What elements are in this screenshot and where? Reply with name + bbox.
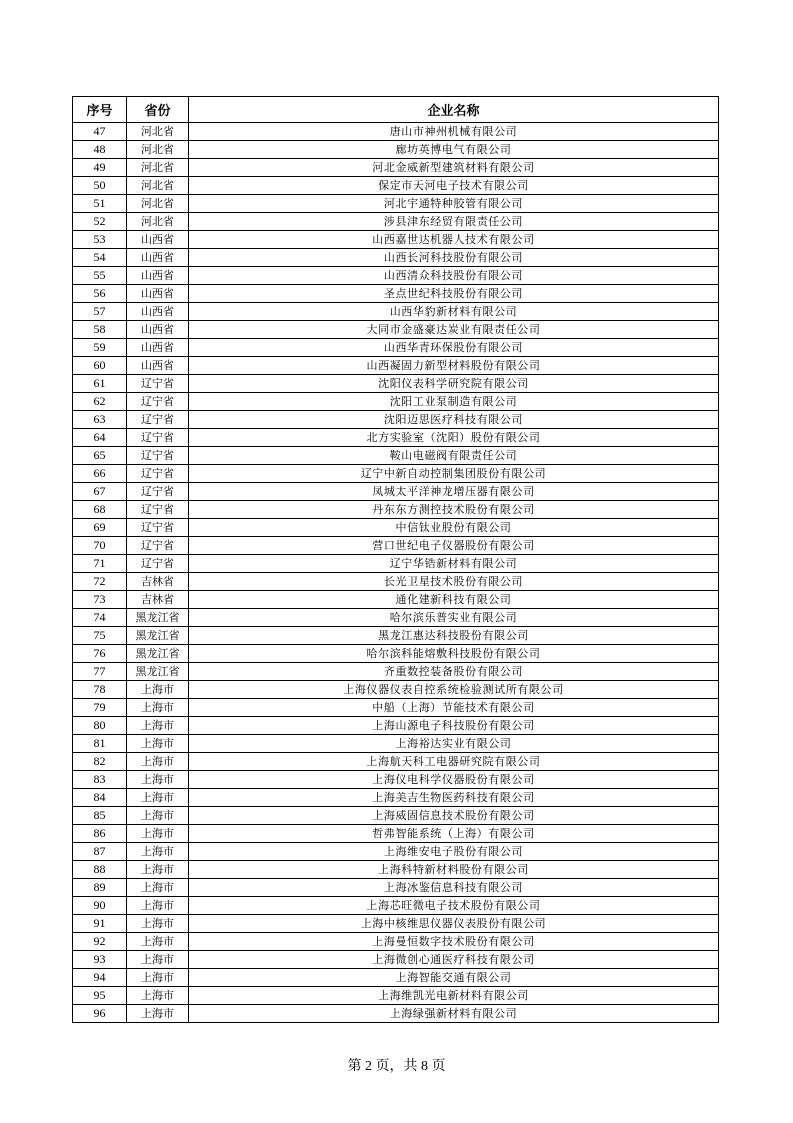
province-cell: 上海市 [127, 1005, 189, 1023]
province-cell: 辽宁省 [127, 429, 189, 447]
company-name-cell: 上海冰鉴信息科技有限公司 [189, 879, 719, 897]
province-cell: 上海市 [127, 681, 189, 699]
table-row [73, 861, 719, 879]
serial-number-cell: 50 [73, 177, 127, 195]
province-cell: 辽宁省 [127, 501, 189, 519]
table-row [73, 123, 719, 141]
table-row [73, 231, 719, 249]
table-row [73, 825, 719, 843]
province-cell: 河北省 [127, 195, 189, 213]
province-cell: 辽宁省 [127, 465, 189, 483]
province-cell: 上海市 [127, 951, 189, 969]
company-name-cell: 上海中核维思仪器仪表股份有限公司 [189, 915, 719, 933]
serial-number-cell: 66 [73, 465, 127, 483]
company-name-cell: 唐山市神州机械有限公司 [189, 123, 719, 141]
province-cell: 辽宁省 [127, 393, 189, 411]
header-company-name: 企业名称 [189, 97, 719, 123]
table-row [73, 591, 719, 609]
table-row [73, 375, 719, 393]
table-row [73, 213, 719, 231]
company-name-cell: 哈尔滨乐普实业有限公司 [189, 609, 719, 627]
table-row [73, 627, 719, 645]
company-name-cell: 山西嘉世达机器人技术有限公司 [189, 231, 719, 249]
serial-number-cell: 51 [73, 195, 127, 213]
table-row [73, 339, 719, 357]
company-name-cell: 山西华青环保股份有限公司 [189, 339, 719, 357]
serial-number-cell: 76 [73, 645, 127, 663]
company-name-cell: 上海裕达实业有限公司 [189, 735, 719, 753]
province-cell: 上海市 [127, 843, 189, 861]
company-name-cell: 上海仪器仪表自控系统检验测试所有限公司 [189, 681, 719, 699]
company-name-cell: 山西清众科技股份有限公司 [189, 267, 719, 285]
serial-number-cell: 73 [73, 591, 127, 609]
table-row [73, 681, 719, 699]
company-table [72, 96, 719, 1023]
company-name-cell: 沈阳仪表科学研究院有限公司 [189, 375, 719, 393]
table-row [73, 933, 719, 951]
table-row [73, 789, 719, 807]
province-cell: 河北省 [127, 213, 189, 231]
serial-number-cell: 81 [73, 735, 127, 753]
serial-number-cell: 80 [73, 717, 127, 735]
province-cell: 河北省 [127, 141, 189, 159]
province-cell: 山西省 [127, 357, 189, 375]
serial-number-cell: 77 [73, 663, 127, 681]
company-name-cell: 圣点世纪科技股份有限公司 [189, 285, 719, 303]
province-cell: 上海市 [127, 969, 189, 987]
company-name-cell: 鞍山电磁阀有限责任公司 [189, 447, 719, 465]
serial-number-cell: 64 [73, 429, 127, 447]
company-name-cell: 沈阳工业泵制造有限公司 [189, 393, 719, 411]
company-name-cell: 上海曼恒数字技术股份有限公司 [189, 933, 719, 951]
province-cell: 黑龙江省 [127, 645, 189, 663]
serial-number-cell: 67 [73, 483, 127, 501]
serial-number-cell: 68 [73, 501, 127, 519]
province-cell: 黑龙江省 [127, 663, 189, 681]
province-cell: 黑龙江省 [127, 627, 189, 645]
company-name-cell: 上海山源电子科技股份有限公司 [189, 717, 719, 735]
serial-number-cell: 84 [73, 789, 127, 807]
company-name-cell: 辽宁中新自动控制集团股份有限公司 [189, 465, 719, 483]
province-cell: 上海市 [127, 825, 189, 843]
serial-number-cell: 78 [73, 681, 127, 699]
table-row [73, 501, 719, 519]
company-name-cell: 上海仪电科学仪器股份有限公司 [189, 771, 719, 789]
serial-number-cell: 90 [73, 897, 127, 915]
province-cell: 上海市 [127, 771, 189, 789]
company-name-cell: 凤城太平洋神龙增压器有限公司 [189, 483, 719, 501]
province-cell: 上海市 [127, 717, 189, 735]
serial-number-cell: 57 [73, 303, 127, 321]
company-name-cell: 上海芯旺微电子技术股份有限公司 [189, 897, 719, 915]
serial-number-cell: 58 [73, 321, 127, 339]
company-name-cell: 哈尔滨科能熔敷科技股份有限公司 [189, 645, 719, 663]
company-name-cell: 河北宇通特种胶管有限公司 [189, 195, 719, 213]
serial-number-cell: 91 [73, 915, 127, 933]
table-row [73, 249, 719, 267]
province-cell: 上海市 [127, 735, 189, 753]
serial-number-cell: 65 [73, 447, 127, 465]
serial-number-cell: 86 [73, 825, 127, 843]
serial-number-cell: 96 [73, 1005, 127, 1023]
province-cell: 山西省 [127, 231, 189, 249]
table-row [73, 447, 719, 465]
serial-number-cell: 92 [73, 933, 127, 951]
company-name-cell: 中船（上海）节能技术有限公司 [189, 699, 719, 717]
table-row [73, 321, 719, 339]
table-row [73, 177, 719, 195]
table-row [73, 663, 719, 681]
serial-number-cell: 62 [73, 393, 127, 411]
province-cell: 山西省 [127, 267, 189, 285]
table-row [73, 807, 719, 825]
province-cell: 上海市 [127, 897, 189, 915]
company-name-cell: 保定市天河电子技术有限公司 [189, 177, 719, 195]
table-row [73, 879, 719, 897]
serial-number-cell: 55 [73, 267, 127, 285]
serial-number-cell: 93 [73, 951, 127, 969]
serial-number-cell: 52 [73, 213, 127, 231]
table-row [73, 699, 719, 717]
company-name-cell: 丹东东方测控技术股份有限公司 [189, 501, 719, 519]
province-cell: 山西省 [127, 339, 189, 357]
header-province: 省份 [127, 97, 189, 123]
province-cell: 辽宁省 [127, 555, 189, 573]
province-cell: 辽宁省 [127, 447, 189, 465]
company-name-cell: 山西长河科技股份有限公司 [189, 249, 719, 267]
serial-number-cell: 72 [73, 573, 127, 591]
company-name-cell: 通化建新科技有限公司 [189, 591, 719, 609]
company-name-cell: 黑龙江惠达科技股份有限公司 [189, 627, 719, 645]
province-cell: 上海市 [127, 753, 189, 771]
table-row [73, 303, 719, 321]
company-name-cell: 河北金威新型建筑材料有限公司 [189, 159, 719, 177]
table-row [73, 717, 719, 735]
company-name-cell: 上海智能交通有限公司 [189, 969, 719, 987]
province-cell: 山西省 [127, 321, 189, 339]
serial-number-cell: 87 [73, 843, 127, 861]
table-row [73, 519, 719, 537]
province-cell: 上海市 [127, 933, 189, 951]
province-cell: 上海市 [127, 915, 189, 933]
table-row [73, 357, 719, 375]
company-name-cell: 上海绿强新材料有限公司 [189, 1005, 719, 1023]
table-row [73, 915, 719, 933]
table-row [73, 1005, 719, 1023]
province-cell: 上海市 [127, 861, 189, 879]
table-row [73, 429, 719, 447]
serial-number-cell: 79 [73, 699, 127, 717]
table-row [73, 609, 719, 627]
company-name-cell: 辽宁华锆新材料有限公司 [189, 555, 719, 573]
company-name-cell: 上海维安电子股份有限公司 [189, 843, 719, 861]
table-row [73, 483, 719, 501]
serial-number-cell: 48 [73, 141, 127, 159]
serial-number-cell: 56 [73, 285, 127, 303]
serial-number-cell: 89 [73, 879, 127, 897]
province-cell: 山西省 [127, 303, 189, 321]
serial-number-cell: 53 [73, 231, 127, 249]
serial-number-cell: 60 [73, 357, 127, 375]
province-cell: 河北省 [127, 123, 189, 141]
table-row [73, 159, 719, 177]
company-name-cell: 长光卫星技术股份有限公司 [189, 573, 719, 591]
table-row [73, 573, 719, 591]
company-name-cell: 上海威固信息技术股份有限公司 [189, 807, 719, 825]
province-cell: 上海市 [127, 699, 189, 717]
province-cell: 辽宁省 [127, 519, 189, 537]
company-name-cell: 北方实验室（沈阳）股份有限公司 [189, 429, 719, 447]
company-name-cell: 营口世纪电子仪器股份有限公司 [189, 537, 719, 555]
serial-number-cell: 47 [73, 123, 127, 141]
serial-number-cell: 85 [73, 807, 127, 825]
table-row [73, 195, 719, 213]
province-cell: 黑龙江省 [127, 609, 189, 627]
table-row [73, 843, 719, 861]
province-cell: 河北省 [127, 159, 189, 177]
province-cell: 上海市 [127, 987, 189, 1005]
table-row [73, 465, 719, 483]
serial-number-cell: 71 [73, 555, 127, 573]
province-cell: 辽宁省 [127, 375, 189, 393]
company-name-cell: 哲弗智能系统（上海）有限公司 [189, 825, 719, 843]
province-cell: 山西省 [127, 249, 189, 267]
table-body [73, 123, 719, 1023]
serial-number-cell: 82 [73, 753, 127, 771]
province-cell: 河北省 [127, 177, 189, 195]
table-row [73, 393, 719, 411]
serial-number-cell: 54 [73, 249, 127, 267]
company-name-cell: 上海航天科工电器研究院有限公司 [189, 753, 719, 771]
province-cell: 上海市 [127, 789, 189, 807]
table-row [73, 951, 719, 969]
table-row [73, 267, 719, 285]
company-name-cell: 涉县津东经贸有限责任公司 [189, 213, 719, 231]
serial-number-cell: 88 [73, 861, 127, 879]
table-row [73, 555, 719, 573]
page-number-footer: 第 2 页，共 8 页 [347, 1059, 446, 1074]
company-name-cell: 大同市金盛豪达炭业有限责任公司 [189, 321, 719, 339]
province-cell: 辽宁省 [127, 483, 189, 501]
province-cell: 上海市 [127, 879, 189, 897]
province-cell: 辽宁省 [127, 411, 189, 429]
serial-number-cell: 75 [73, 627, 127, 645]
serial-number-cell: 63 [73, 411, 127, 429]
company-name-cell: 中信钛业股份有限公司 [189, 519, 719, 537]
serial-number-cell: 74 [73, 609, 127, 627]
company-name-cell: 沈阳迈思医疗科技有限公司 [189, 411, 719, 429]
table-row [73, 141, 719, 159]
company-name-cell: 山西凝固力新型材料股份有限公司 [189, 357, 719, 375]
province-cell: 吉林省 [127, 591, 189, 609]
table-row [73, 537, 719, 555]
company-name-cell: 上海科特新材料股份有限公司 [189, 861, 719, 879]
table-row [73, 771, 719, 789]
company-name-cell: 山西华豹新材料有限公司 [189, 303, 719, 321]
company-name-cell: 齐重数控装备股份有限公司 [189, 663, 719, 681]
header-serial-number: 序号 [73, 97, 127, 123]
serial-number-cell: 94 [73, 969, 127, 987]
serial-number-cell: 95 [73, 987, 127, 1005]
company-name-cell: 上海微创心通医疗科技有限公司 [189, 951, 719, 969]
province-cell: 山西省 [127, 285, 189, 303]
table-header-row [73, 97, 719, 123]
table-row [73, 411, 719, 429]
table-row [73, 735, 719, 753]
company-name-cell: 上海维凯光电新材料有限公司 [189, 987, 719, 1005]
company-name-cell: 廊坊英博电气有限公司 [189, 141, 719, 159]
serial-number-cell: 83 [73, 771, 127, 789]
table-row [73, 969, 719, 987]
table-row [73, 285, 719, 303]
serial-number-cell: 59 [73, 339, 127, 357]
company-name-cell: 上海美吉生物医药科技有限公司 [189, 789, 719, 807]
table-row [73, 897, 719, 915]
serial-number-cell: 70 [73, 537, 127, 555]
province-cell: 辽宁省 [127, 537, 189, 555]
province-cell: 吉林省 [127, 573, 189, 591]
table-row [73, 753, 719, 771]
province-cell: 上海市 [127, 807, 189, 825]
serial-number-cell: 61 [73, 375, 127, 393]
serial-number-cell: 49 [73, 159, 127, 177]
table-row [73, 987, 719, 1005]
table-row [73, 645, 719, 663]
serial-number-cell: 69 [73, 519, 127, 537]
